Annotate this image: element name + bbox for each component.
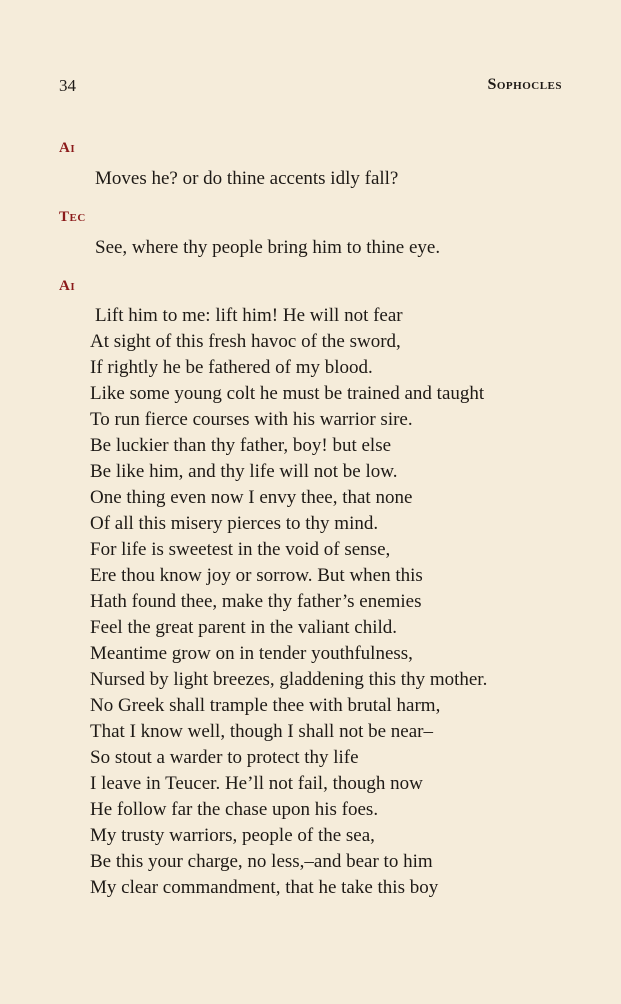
speaker-label: Ai xyxy=(59,278,76,294)
verse-line: See, where thy people bring him to thine eye. xyxy=(95,237,441,258)
verse-line: Lift him to me: lift him! He will not fear xyxy=(95,305,403,326)
verse-line: To run fierce courses with his warrior sire. xyxy=(90,409,413,430)
verse-line: My clear commandment, that he take this boy xyxy=(90,877,439,898)
speaker-label: Ai xyxy=(59,140,76,156)
verse-line: One thing even now I envy thee, that none xyxy=(90,487,413,508)
verse-line: I leave in Teucer. He’ll not fail, though now xyxy=(90,773,423,794)
verse-line: No Greek shall trample thee with brutal harm, xyxy=(90,695,441,716)
page-number: 34 xyxy=(59,76,76,95)
verse-line: My trusty warriors, people of the sea, xyxy=(90,825,375,846)
verse-line: He follow far the chase upon his foes. xyxy=(90,799,379,820)
verse-line: Be luckier than thy father, boy! but else xyxy=(90,435,392,456)
verse-line: Be this your charge, no less,–and bear to him xyxy=(90,851,433,872)
verse-line: Nursed by light breezes, gladdening this thy mother. xyxy=(90,669,488,690)
page-header xyxy=(59,76,562,100)
speaker-label: Tec xyxy=(59,209,86,225)
verse-line: Like some young colt he must be trained and taught xyxy=(90,383,485,404)
running-title: Sophocles xyxy=(487,76,562,93)
verse-line: Hath found thee, make thy father’s enemies xyxy=(90,591,422,612)
verse-line: Of all this misery pierces to thy mind. xyxy=(90,513,379,534)
verse-line: Ere thou know joy or sorrow. But when this xyxy=(90,565,423,586)
verse-line: At sight of this fresh havoc of the sword, xyxy=(90,331,401,352)
verse-line: So stout a warder to protect thy life xyxy=(90,747,359,768)
verse-line: That I know well, though I shall not be near– xyxy=(90,721,433,742)
verse-line: Feel the great parent in the valiant child. xyxy=(90,617,398,638)
verse-line: Meantime grow on in tender youthfulness, xyxy=(90,643,413,664)
verse-line: For life is sweetest in the void of sense, xyxy=(90,539,391,560)
verse-line: Be like him, and thy life will not be low. xyxy=(90,461,398,482)
verse-line: Moves he? or do thine accents idly fall? xyxy=(95,168,399,189)
verse-line: If rightly he be fathered of my blood. xyxy=(90,357,373,378)
